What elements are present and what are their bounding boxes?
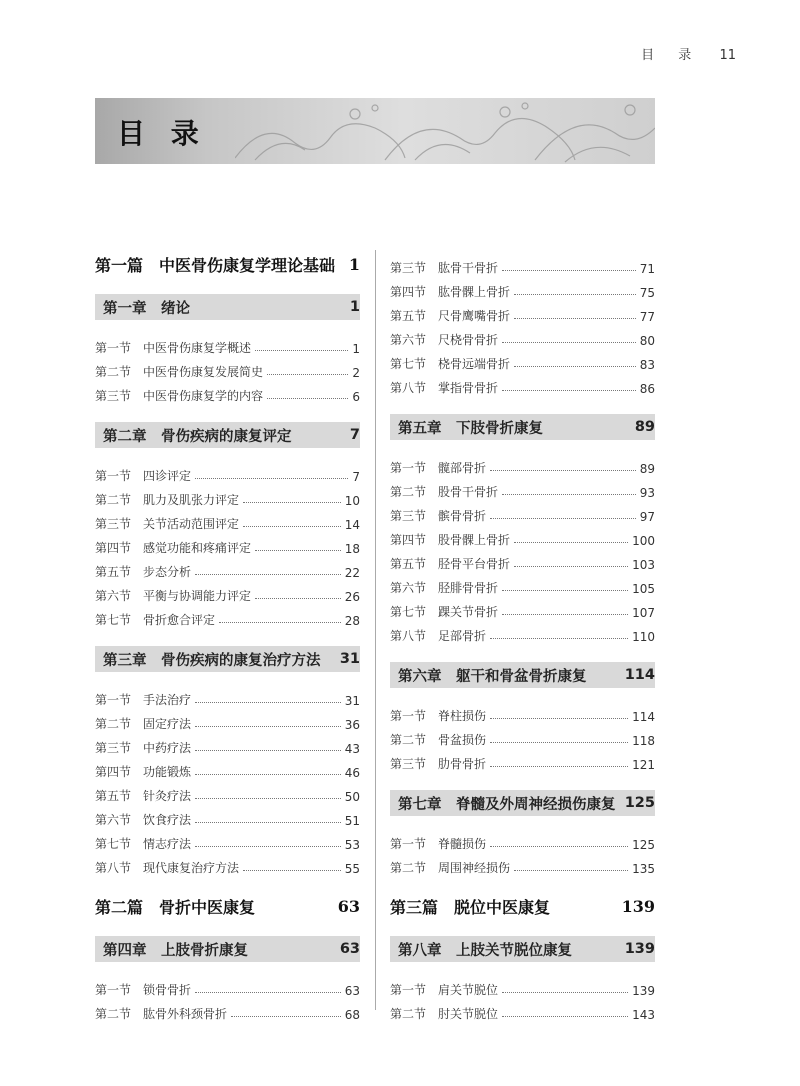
section-name: 饮食疗法: [143, 813, 192, 827]
dot-leader: [243, 502, 341, 503]
toc-section-entry[interactable]: [390, 476, 655, 500]
section-number: 第五节: [390, 557, 427, 571]
toc-section-entry[interactable]: [390, 300, 655, 324]
dot-leader: [195, 774, 341, 775]
section-name: 肩关节脱位: [438, 983, 499, 997]
section-page: 100: [632, 534, 655, 548]
toc-chapter-entry[interactable]: [390, 414, 655, 440]
chapter-label: 第一章 绪论: [103, 300, 190, 317]
section-number: 第三节: [390, 757, 427, 771]
section-number: 第四节: [95, 765, 132, 779]
toc-section-entry[interactable]: [390, 620, 655, 644]
toc-part-entry[interactable]: [390, 894, 655, 918]
toc-part-entry[interactable]: [95, 252, 360, 276]
dot-leader: [195, 574, 341, 575]
section-name: 足部骨折: [438, 629, 487, 643]
section-number: 第七节: [95, 613, 132, 627]
section-number: 第八节: [390, 629, 427, 643]
chapter-page: 31: [339, 651, 360, 667]
section-page: 1: [352, 342, 360, 356]
wave-decoration-icon: [235, 98, 655, 164]
toc-section-entry[interactable]: [95, 580, 360, 604]
section-name: 手法治疗: [143, 693, 192, 707]
section-page: 105: [632, 582, 655, 596]
toc-section-entry[interactable]: [95, 974, 360, 998]
section-name: 中药疗法: [143, 741, 192, 755]
section-page: 26: [344, 590, 360, 604]
section-number: 第二节: [95, 493, 132, 507]
section-page: 125: [632, 838, 655, 852]
chapter-page: 139: [624, 941, 655, 957]
chapter-label: 第四章 上肢骨折康复: [103, 942, 248, 959]
section-name: 尺骨鹰嘴骨折: [438, 309, 511, 323]
section-number: 第三节: [390, 261, 427, 275]
section-name: 中医骨伤康复学的内容: [143, 389, 264, 403]
section-page: 135: [632, 862, 655, 876]
toc-section-entry[interactable]: [390, 748, 655, 772]
section-number: 第二节: [95, 365, 132, 379]
section-number: 第二节: [390, 485, 427, 499]
section-number: 第二节: [95, 717, 132, 731]
section-page: 68: [344, 1008, 360, 1022]
toc-section-entry[interactable]: [390, 700, 655, 724]
section-name: 脊髓损伤: [438, 837, 487, 851]
chapter-label: 第八章 上肢关节脱位康复: [398, 942, 572, 959]
dot-leader: [267, 374, 348, 375]
section-page: 2: [352, 366, 360, 380]
dot-leader: [502, 614, 628, 615]
section-number: 第八节: [390, 381, 427, 395]
section-page: 107: [632, 606, 655, 620]
section-name: 针灸疗法: [143, 789, 192, 803]
toc-section-entry[interactable]: [390, 998, 655, 1022]
dot-leader: [219, 622, 341, 623]
dot-leader: [514, 318, 636, 319]
toc-right-column: [390, 252, 655, 1022]
toc-chapter-entry[interactable]: [95, 294, 360, 320]
toc-section-entry[interactable]: [95, 604, 360, 628]
dot-leader: [195, 750, 341, 751]
section-page: 46: [344, 766, 360, 780]
dot-leader: [490, 518, 636, 519]
dot-leader: [195, 822, 341, 823]
dot-leader: [195, 478, 348, 479]
section-page: 14: [344, 518, 360, 532]
section-page: 6: [352, 390, 360, 404]
section-number: 第一节: [390, 983, 427, 997]
toc-section-entry[interactable]: [95, 732, 360, 756]
section-name: 骨折愈合评定: [143, 613, 216, 627]
toc-section-entry[interactable]: [95, 756, 360, 780]
toc-section-entry[interactable]: [95, 998, 360, 1022]
dot-leader: [502, 342, 636, 343]
section-number: 第六节: [390, 333, 427, 347]
dot-leader: [490, 846, 628, 847]
section-number: 第六节: [95, 589, 132, 603]
toc-section-entry[interactable]: [95, 684, 360, 708]
section-name: 胫骨平台骨折: [438, 557, 511, 571]
section-page: 53: [344, 838, 360, 852]
toc-section-entry[interactable]: [390, 372, 655, 396]
dot-leader: [502, 494, 636, 495]
column-divider: [375, 250, 376, 1010]
section-name: 肱骨髁上骨折: [438, 285, 511, 299]
section-page: 77: [639, 310, 655, 324]
section-name: 情志疗法: [143, 837, 192, 851]
toc-section-entry[interactable]: [95, 356, 360, 380]
section-name: 功能锻炼: [143, 765, 192, 779]
toc-section-entry[interactable]: [390, 500, 655, 524]
section-number: 第四节: [95, 541, 132, 555]
toc-section-entry[interactable]: [390, 974, 655, 998]
section-number: 第二节: [390, 733, 427, 747]
dot-leader: [255, 598, 341, 599]
section-name: 肱骨干骨折: [438, 261, 499, 275]
section-number: 第六节: [390, 581, 427, 595]
running-header-page: 11: [719, 48, 736, 63]
chapter-label: 第五章 下肢骨折康复: [398, 420, 543, 437]
chapter-label: 第七章 脊髓及外周神经损伤康复: [398, 796, 616, 813]
chapter-label: 第三章 骨伤疾病的康复治疗方法: [103, 652, 321, 669]
toc-section-entry[interactable]: [390, 548, 655, 572]
part-page: 63: [337, 896, 360, 916]
section-page: 139: [632, 984, 655, 998]
dot-leader: [514, 870, 628, 871]
section-page: 80: [639, 334, 655, 348]
dot-leader: [490, 766, 628, 767]
section-name: 周围神经损伤: [438, 861, 511, 875]
section-name: 髌骨骨折: [438, 509, 487, 523]
section-name: 脊柱损伤: [438, 709, 487, 723]
section-number: 第四节: [390, 533, 427, 547]
section-name: 固定疗法: [143, 717, 192, 731]
chapter-label: 第六章 躯干和骨盆骨折康复: [398, 668, 587, 685]
section-name: 桡骨远端骨折: [438, 357, 511, 371]
dot-leader: [490, 718, 628, 719]
toc-section-entry[interactable]: [95, 708, 360, 732]
dot-leader: [255, 350, 348, 351]
section-name: 锁骨骨折: [143, 983, 192, 997]
dot-leader: [195, 726, 341, 727]
section-number: 第三节: [95, 517, 132, 531]
section-page: 86: [639, 382, 655, 396]
section-number: 第一节: [390, 709, 427, 723]
section-name: 胫腓骨骨折: [438, 581, 499, 595]
toc-section-entry[interactable]: [95, 556, 360, 580]
section-number: 第一节: [95, 983, 132, 997]
section-name: 髋部骨折: [438, 461, 487, 475]
dot-leader: [490, 742, 628, 743]
toc-section-entry[interactable]: [390, 724, 655, 748]
toc-section-entry[interactable]: [95, 508, 360, 532]
section-number: 第七节: [95, 837, 132, 851]
toc-part-entry[interactable]: [95, 894, 360, 918]
dot-leader: [514, 542, 628, 543]
dot-leader: [267, 398, 348, 399]
chapter-page: 114: [624, 667, 655, 683]
section-name: 四诊评定: [143, 469, 192, 483]
toc-section-entry[interactable]: [390, 572, 655, 596]
toc-section-entry[interactable]: [390, 524, 655, 548]
toc-section-entry[interactable]: [95, 828, 360, 852]
toc-section-entry[interactable]: [390, 348, 655, 372]
section-name: 平衡与协调能力评定: [143, 589, 252, 603]
section-page: 121: [632, 758, 655, 772]
section-number: 第六节: [95, 813, 132, 827]
section-page: 110: [632, 630, 655, 644]
section-number: 第五节: [390, 309, 427, 323]
section-page: 143: [632, 1008, 655, 1022]
dot-leader: [514, 366, 636, 367]
dot-leader: [502, 270, 636, 271]
chapter-page: 89: [634, 419, 655, 435]
section-name: 感觉功能和疼痛评定: [143, 541, 252, 555]
section-number: 第一节: [95, 693, 132, 707]
dot-leader: [243, 526, 341, 527]
section-page: 55: [344, 862, 360, 876]
section-number: 第三节: [95, 389, 132, 403]
toc-left-column: [95, 252, 360, 1022]
section-page: 7: [352, 470, 360, 484]
dot-leader: [490, 470, 636, 471]
part-page: 139: [621, 896, 655, 916]
dot-leader: [502, 390, 636, 391]
section-name: 掌指骨骨折: [438, 381, 499, 395]
section-number: 第一节: [390, 461, 427, 475]
section-page: 63: [344, 984, 360, 998]
section-number: 第七节: [390, 605, 427, 619]
section-name: 肱骨外科颈骨折: [143, 1007, 228, 1021]
section-page: 89: [639, 462, 655, 476]
section-name: 中医骨伤康复学概述: [143, 341, 252, 355]
dot-leader: [195, 702, 341, 703]
toc-section-entry[interactable]: [390, 252, 655, 276]
section-page: 93: [639, 486, 655, 500]
toc-section-entry[interactable]: [390, 276, 655, 300]
toc-section-entry[interactable]: [95, 852, 360, 876]
running-header: [641, 44, 736, 63]
section-page: 83: [639, 358, 655, 372]
chapter-page: 7: [349, 427, 360, 443]
section-page: 10: [344, 494, 360, 508]
section-page: 43: [344, 742, 360, 756]
dot-leader: [502, 992, 628, 993]
section-page: 51: [344, 814, 360, 828]
dot-leader: [502, 590, 628, 591]
part-label: 第一篇 中医骨伤康复学理论基础: [95, 255, 336, 275]
section-number: 第一节: [95, 341, 132, 355]
section-name: 关节活动范围评定: [143, 517, 240, 531]
dot-leader: [490, 638, 628, 639]
part-label: 第二篇 骨折中医康复: [95, 897, 256, 917]
toc-title: 目 录: [117, 117, 207, 150]
section-name: 股骨髁上骨折: [438, 533, 511, 547]
toc-section-entry[interactable]: [95, 332, 360, 356]
section-number: 第五节: [95, 565, 132, 579]
dot-leader: [195, 992, 341, 993]
section-name: 现代康复治疗方法: [143, 861, 240, 875]
section-name: 步态分析: [143, 565, 192, 579]
section-number: 第一节: [95, 469, 132, 483]
section-number: 第三节: [95, 741, 132, 755]
section-name: 肘关节脱位: [438, 1007, 499, 1021]
section-number: 第八节: [95, 861, 132, 875]
section-name: 股骨干骨折: [438, 485, 499, 499]
section-number: 第二节: [95, 1007, 132, 1021]
section-page: 114: [632, 710, 655, 724]
section-page: 50: [344, 790, 360, 804]
section-number: 第二节: [390, 861, 427, 875]
section-page: 118: [632, 734, 655, 748]
section-page: 75: [639, 286, 655, 300]
dot-leader: [514, 566, 628, 567]
chapter-page: 63: [339, 941, 360, 957]
dot-leader: [195, 798, 341, 799]
section-number: 第四节: [390, 285, 427, 299]
chapter-page: 125: [624, 795, 655, 811]
section-page: 103: [632, 558, 655, 572]
part-label: 第三篇 脱位中医康复: [390, 897, 551, 917]
toc-chapter-entry[interactable]: [95, 422, 360, 448]
section-number: 第三节: [390, 509, 427, 523]
dot-leader: [502, 1016, 628, 1017]
toc-chapter-entry[interactable]: [390, 936, 655, 962]
dot-leader: [231, 1016, 341, 1017]
dot-leader: [514, 294, 636, 295]
dot-leader: [255, 550, 341, 551]
toc-banner: [95, 98, 655, 164]
section-name: 中医骨伤康复发展简史: [143, 365, 264, 379]
part-page: 1: [348, 254, 360, 274]
toc-section-entry[interactable]: [95, 484, 360, 508]
section-page: 18: [344, 542, 360, 556]
section-number: 第二节: [390, 1007, 427, 1021]
section-page: 36: [344, 718, 360, 732]
section-page: 97: [639, 510, 655, 524]
toc-section-entry[interactable]: [390, 828, 655, 852]
toc-section-entry[interactable]: [390, 324, 655, 348]
section-page: 31: [344, 694, 360, 708]
chapter-label: 第二章 骨伤疾病的康复评定: [103, 428, 292, 445]
toc-section-entry[interactable]: [390, 852, 655, 876]
toc-section-entry[interactable]: [95, 380, 360, 404]
toc-chapter-entry[interactable]: [95, 936, 360, 962]
section-name: 骨盆损伤: [438, 733, 487, 747]
toc-chapter-entry[interactable]: [95, 646, 360, 672]
chapter-page: 1: [349, 299, 360, 315]
section-page: 28: [344, 614, 360, 628]
toc-chapter-entry[interactable]: [390, 790, 655, 816]
toc-section-entry[interactable]: [95, 804, 360, 828]
toc-chapter-entry[interactable]: [390, 662, 655, 688]
section-name: 踝关节骨折: [438, 605, 499, 619]
toc-section-entry[interactable]: [95, 532, 360, 556]
dot-leader: [195, 846, 341, 847]
dot-leader: [243, 870, 341, 871]
toc-section-entry[interactable]: [390, 596, 655, 620]
section-name: 肋骨骨折: [438, 757, 487, 771]
toc-section-entry[interactable]: [95, 460, 360, 484]
section-number: 第一节: [390, 837, 427, 851]
toc-section-entry[interactable]: [95, 780, 360, 804]
toc-section-entry[interactable]: [390, 452, 655, 476]
section-number: 第七节: [390, 357, 427, 371]
running-header-title: 目 录: [641, 48, 702, 63]
section-name: 尺桡骨骨折: [438, 333, 499, 347]
section-page: 22: [344, 566, 360, 580]
section-name: 肌力及肌张力评定: [143, 493, 240, 507]
section-number: 第五节: [95, 789, 132, 803]
section-page: 71: [639, 262, 655, 276]
